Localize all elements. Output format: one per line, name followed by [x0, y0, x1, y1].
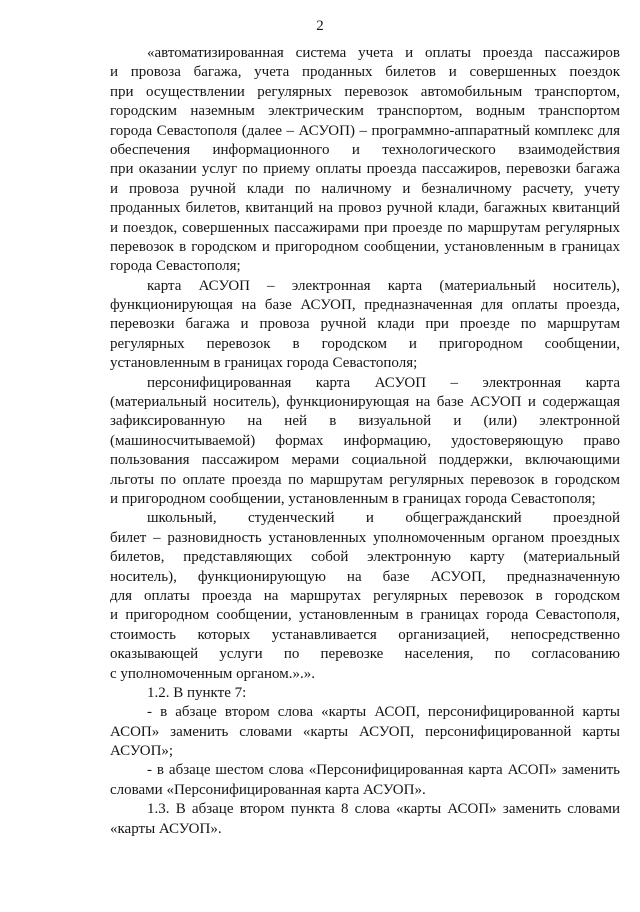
- text-line: словами «Персонифицированная карта АСУОП».: [110, 781, 426, 798]
- document-body: [110, 44, 620, 839]
- paragraph-definition-travel-ticket: [110, 509, 620, 684]
- page-number: 2: [316, 18, 324, 34]
- text-line: носитель), функционирующую на базе АСУОП, предназначенную: [110, 568, 620, 585]
- text-line: зафиксированную на ней в визуальной и (или) электронной: [110, 413, 620, 430]
- text-line: стоимость которых устанавливается организацией, непосредственно: [110, 626, 620, 643]
- paragraph-definition-personified-card: [110, 374, 620, 510]
- text-line: 1.2. В пункте 7:: [147, 684, 247, 701]
- text-line: установленным в границах города Севастополя;: [110, 355, 418, 372]
- text-line: при осуществлении регулярных перевозок автомобильным транспортом,: [110, 83, 620, 100]
- text-line: пользования пассажиром мерами социальной поддержки, включающими: [110, 452, 620, 469]
- text-line: регулярных перевозок в городском и пригородном сообщении,: [110, 335, 620, 352]
- text-line: перевозки багажа и провоза ручной клади при проезде по маршрутам: [110, 316, 620, 333]
- text-line: и провоза ручной клади по наличному и безналичному расчету, учету: [110, 180, 620, 197]
- text-line: для оплаты проезда на маршрутах регулярных перевозок в городском: [110, 587, 620, 604]
- text-line: «карты АСУОП».: [110, 820, 222, 837]
- text-line: льготы по оплате проезда по маршрутам регулярных перевозок в городском: [110, 471, 620, 488]
- paragraph-clause-1-3: [110, 800, 620, 839]
- text-line: 1.3. В абзаце втором пункта 8 слова «карты АСОП» заменить словами: [147, 801, 620, 818]
- text-line: школьный, студенческий и общегражданский проездной: [147, 510, 620, 527]
- text-line: и поездок, совершенных пассажирами при проезде по маршрутам регулярных: [110, 219, 620, 236]
- paragraph-clause-1-2-heading: [110, 684, 620, 703]
- paragraph-clause-1-2-item-1: [110, 703, 620, 761]
- text-line: при оказании услуг по приему оплаты проезда пассажиров, перевозки багажа: [110, 161, 620, 178]
- text-line: «автоматизированная система учета и оплаты проезда пассажиров: [147, 45, 620, 61]
- text-line: АСУОП»;: [110, 743, 174, 760]
- text-line: билет – разновидность установленных уполномоченным органом проездных: [110, 529, 620, 546]
- text-line: городским наземным электрическим транспортом, водным транспортом: [110, 103, 620, 120]
- text-line: обеспечения информационного и технологического взаимодействия: [110, 141, 620, 158]
- text-line: и провоза багажа, учета проданных билетов и совершенных поездок: [110, 64, 620, 81]
- text-line: и пригородном сообщении, установленным в границах города Севастополя;: [110, 490, 596, 507]
- text-line: - в абзаце втором слова «карты АСОП, персонифицированной карты: [147, 704, 620, 721]
- text-line: АСОП» заменить словами «карты АСУОП, персонифицированной карты: [110, 723, 620, 740]
- text-line: и пригородном сообщении, установленным в границах города Севастополя,: [110, 607, 620, 624]
- text-line: перевозок в городском и пригородном сообщении, установленным в границах: [110, 238, 620, 255]
- paragraph-clause-1-2-item-2: [110, 761, 620, 800]
- text-line: проданных билетов, квитанций на провоз ручной клади, багажных квитанций: [110, 200, 620, 217]
- text-line: (машиносчитываемой) формах информацию, удостоверяющую право: [110, 432, 620, 449]
- text-line: функционирующая на базе АСУОП, предназначенная для оплаты проезда,: [110, 297, 620, 314]
- text-line: оказывающей услуги по перевозке населения, по согласованию: [110, 646, 620, 663]
- text-line: города Севастополя (далее – АСУОП) – программно-аппаратный комплекс для: [110, 122, 620, 139]
- text-line: города Севастополя;: [110, 258, 241, 275]
- text-line: с уполномоченным органом.».».: [110, 665, 315, 682]
- text-line: билетов, представляющих собой электронную карту (материальный: [110, 549, 620, 566]
- text-line: персонифицированная карта АСУОП – электронная карта: [147, 374, 620, 391]
- text-line: карта АСУОП – электронная карта (материальный носитель),: [147, 277, 620, 294]
- paragraph-definition-asuop: [110, 44, 620, 277]
- text-line: - в абзаце шестом слова «Персонифицированная карта АСОП» заменить: [147, 762, 620, 779]
- paragraph-definition-asuop-card: [110, 277, 620, 374]
- text-line: (материальный носитель), функционирующая на базе АСУОП и содержащая: [110, 394, 620, 411]
